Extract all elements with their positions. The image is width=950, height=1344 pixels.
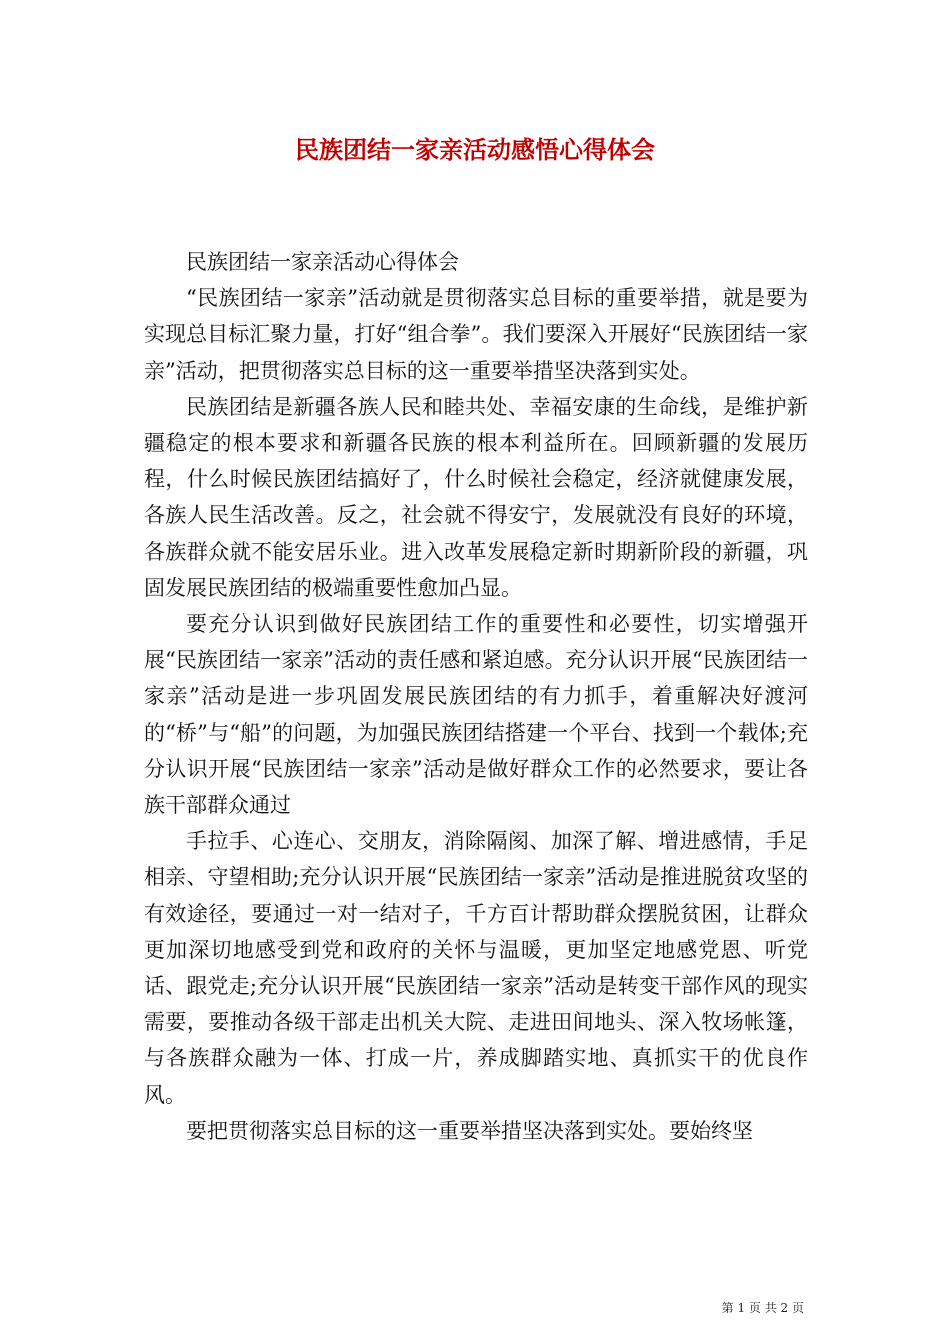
paragraph: 要充分认识到做好民族团结工作的重要性和必要性，切实增强开展“民族团结一家亲”活动的责任感和紧迫感。充分认识开展“民族团结一家亲”活动是进一步巩固发展民族团结的有力抓手，着重解决好渡河的“桥”与“船”的问题，为加强民族团结搭建一个平台、找到一个载体;充分认识开展“民族团结一家亲”活动是做好群众工作的必然要求，要让各族干部群众通过: [144, 612, 808, 818]
paragraph: 要把贯彻落实总目标的这一重要举措坚决落到实处。要始终坚: [186, 1118, 753, 1143]
paragraph: “民族团结一家亲”活动就是贯彻落实总目标的重要举措，就是要为实现总目标汇聚力量，打好“组合拳”。我们要深入开展好“民族团结一家亲”活动，把贯彻落实总目标的这一重要举措坚决落到实处。: [144, 286, 808, 383]
paragraph: 手拉手、心连心、交朋友，消除隔阂、加深了解、增进感情，手足相亲、守望相助;充分认识开展“民族团结一家亲”活动是推进脱贫攻坚的有效途径，要通过一对一结对子，千方百计帮助群众摆脱贫困，让群众更加深切地感受到党和政府的关怀与温暖，更加坚定地感党恩、听党话、跟党走;充分认识开展“民族团结一家亲”活动是转变干部作风的现实需要，要推动各级干部走出机关大院、走进田间地头、深入牧场帐篷，与各族群众融为一体、打成一片，养成脚踏实地、真抓实干的优良作风。: [144, 829, 808, 1107]
page-number-footer: 第 1 页 共 2 页: [721, 1301, 804, 1315]
document-body: [144, 244, 808, 1149]
paragraph-subtitle: 民族团结一家亲活动心得体会: [186, 250, 459, 274]
paragraph: 民族团结是新疆各族人民和睦共处、幸福安康的生命线，是维护新疆稳定的根本要求和新疆各民族的根本利益所在。回顾新疆的发展历程，什么时候民族团结搞好了，什么时候社会稳定，经济就健康发展，各族人民生活改善。反之，社会就不得安宁，发展就没有良好的环境，各族群众就不能安居乐业。进入改革发展稳定新时期新阶段的新疆，巩固发展民族团结的极端重要性愈加凸显。: [144, 394, 808, 600]
document-title: 民族团结一家亲活动感悟心得体会: [295, 136, 655, 164]
